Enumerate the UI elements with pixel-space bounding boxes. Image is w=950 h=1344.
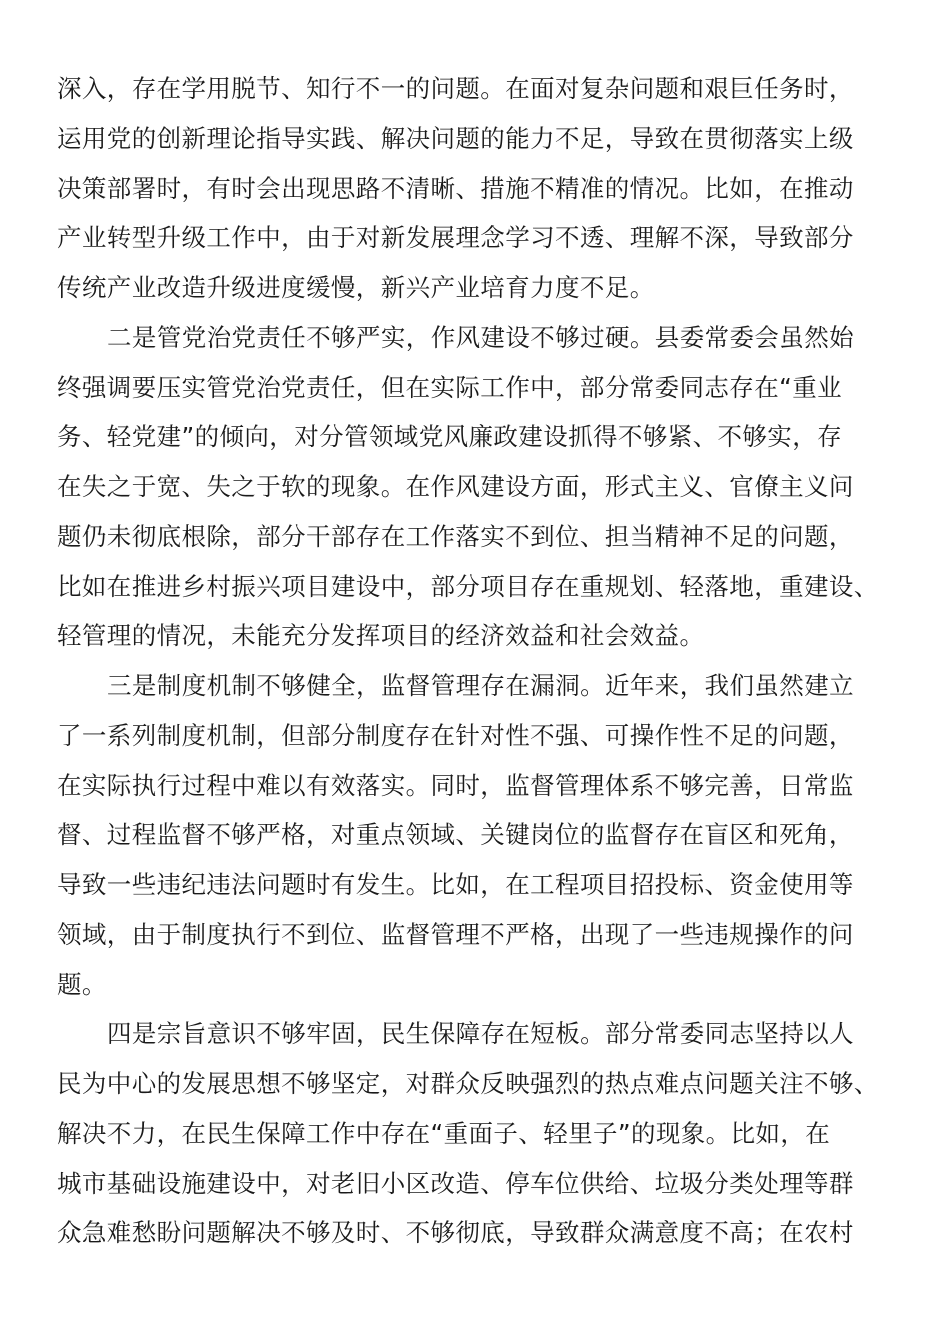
text-line: 在实际执行过程中难以有效落实。同时，监督管理体系不够完善，日常监 <box>57 770 854 800</box>
text-line: 运用党的创新理论指导实践、解决问题的能力不足，导致在贯彻落实上级 <box>57 123 854 153</box>
text-line: 众急难愁盼问题解决不够及时、不够彻底，导致群众满意度不高；在农村 <box>57 1218 854 1248</box>
text-line: 领域，由于制度执行不到位、监督管理不严格，出现了一些违规操作的问 <box>57 919 854 949</box>
text-line: 务、轻党建”的倾向，对分管领域党风廉政建设抓得不够紧、不够实，存 <box>57 422 842 452</box>
paragraph-point-3 <box>57 668 897 1016</box>
paragraph-point-2 <box>57 320 897 668</box>
document-page <box>57 71 897 1265</box>
text-line: 深入，存在学用脱节、知行不一的问题。在面对复杂问题和艰巨任务时， <box>57 74 854 103</box>
text-line: 题。 <box>57 969 107 999</box>
text-line: 城市基础设施建设中，对老旧小区改造、停车位供给、垃圾分类处理等群 <box>57 1168 854 1198</box>
paragraph-point-4 <box>57 1016 897 1265</box>
text-line: 终强调要压实管党治党责任，但在实际工作中，部分常委同志存在“重业 <box>57 372 842 402</box>
text-line: 产业转型升级工作中，由于对新发展理念学习不透、理解不深，导致部分 <box>57 223 854 253</box>
text-line: 导致一些违纪违法问题时有发生。比如，在工程项目招投标、资金使用等 <box>57 870 854 899</box>
text-line: 决策部署时，有时会出现思路不清晰、措施不精准的情况。比如，在推动 <box>57 173 854 203</box>
text-line: 轻管理的情况，未能充分发挥项目的经济效益和社会效益。 <box>57 621 705 651</box>
text-line: 解决不力，在民生保障工作中存在“重面子、轻里子”的现象。比如，在 <box>57 1118 831 1148</box>
paragraph-continuation <box>57 71 897 320</box>
text-line: 在失之于宽、失之于软的现象。在作风建设方面，形式主义、官僚主义问 <box>57 472 854 501</box>
text-line: 民为中心的发展思想不够坚定，对群众反映强烈的热点难点问题关注不够、 <box>57 1069 879 1098</box>
text-line: 督、过程监督不够严格，对重点领域、关键岗位的监督存在盲区和死角， <box>57 820 854 850</box>
text-line: 二是管党治党责任不够严实，作风建设不够过硬。县委常委会虽然始 <box>107 322 854 352</box>
text-line: 三是制度机制不够健全，监督管理存在漏洞。近年来，我们虽然建立 <box>107 671 854 700</box>
text-line: 传统产业改造升级进度缓慢，新兴产业培育力度不足。 <box>57 273 655 302</box>
text-line: 四是宗旨意识不够牢固，民生保障存在短板。部分常委同志坚持以人 <box>107 1019 854 1049</box>
text-line: 题仍未彻底根除，部分干部存在工作落实不到位、担当精神不足的问题， <box>57 521 854 551</box>
text-line: 比如在推进乡村振兴项目建设中，部分项目存在重规划、轻落地，重建设、 <box>57 571 879 601</box>
text-line: 了一系列制度机制，但部分制度存在针对性不强、可操作性不足的问题， <box>57 720 854 750</box>
